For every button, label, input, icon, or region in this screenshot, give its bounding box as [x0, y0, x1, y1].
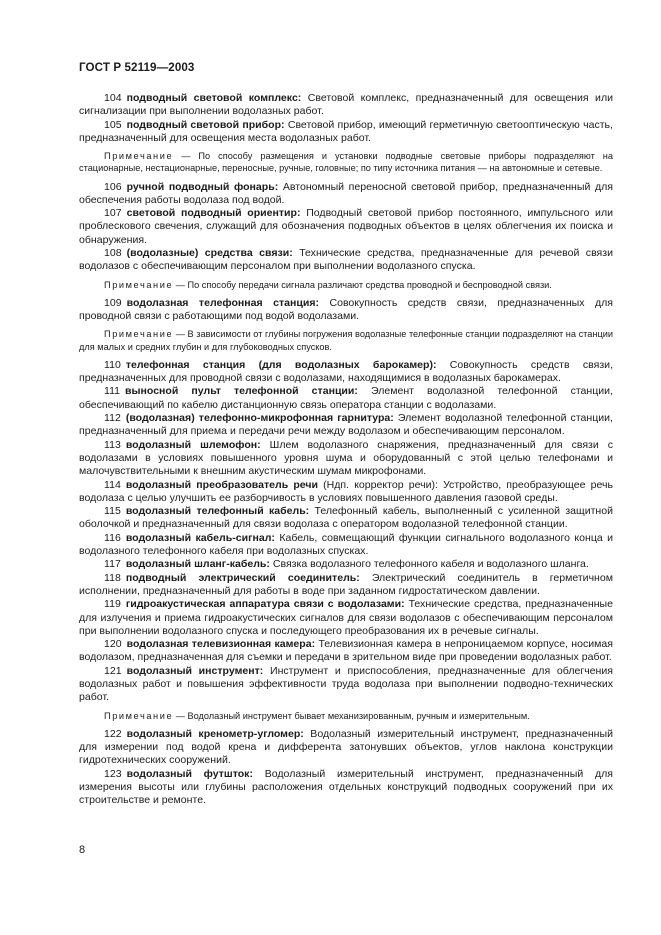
- entry-definition: Телефонный кабель, выполненный с усиленной защитной оболочкой и предназначенный для связи водолаза с оператором водолазной телефонной станции.: [79, 505, 614, 531]
- entry-number: 105: [104, 118, 122, 131]
- entry-definition: Водолазный измерительный инструмент, предназначенный для измерении под водой крена и дифферента затонувших объектов, углов наклона конструкции гидротехнических сооружений.: [79, 727, 613, 767]
- entry-definition: Автономный переносной световой прибор, предназначенный для обеспечения работы водолаза под водой.: [79, 180, 613, 206]
- entry-number: 108: [104, 247, 122, 260]
- entry-definition: Подводный световой прибор постоянного, импульсного или проблескового свечения, служащий для обозначения подводных объектов в целях облегчения их поиска и обнаружения.: [79, 207, 613, 246]
- entry-term: (водолазная) телефонно-микрофонная гарнитура:: [125, 412, 394, 425]
- term-entry: [79, 92, 613, 119]
- entry-number: 112: [104, 412, 121, 425]
- entry-term: подводный световой комплекс:: [126, 92, 302, 104]
- entry-definition: Элемент водолазной телефонной станции, предназначенный для приема и передачи речи между водолазом и обеспечивающим персоналом.: [79, 412, 613, 438]
- note-label: Примечание: [104, 710, 174, 721]
- entry-term: водолазный шлемофон:: [125, 438, 261, 451]
- entry-number: 113: [104, 438, 121, 451]
- term-entry: [79, 638, 613, 665]
- note-label: Примечание: [104, 151, 174, 162]
- term-entry: [79, 572, 613, 599]
- term-entry: [79, 532, 613, 559]
- note-label: Примечание: [104, 329, 174, 340]
- entry-definition: Инструмент и приспособления, предназначенные для облегчения водолазных работ и повышения эффективности труда водолаза при выполнении подводно-технических работ.: [79, 664, 613, 704]
- entry-number: 109: [104, 296, 122, 309]
- term-entry: [79, 558, 613, 571]
- entry-number: 104: [104, 92, 122, 104]
- entry-term: водолазный кабель-сигнал:: [125, 531, 275, 544]
- term-entry: [79, 207, 613, 247]
- term-entry: [79, 412, 613, 439]
- entry-definition: Телевизионная камера в непроницаемом корпусе, носимая водолазом, предназначенная для съемки и передачи в зрительном виде при проведении водолазных работ.: [79, 638, 613, 664]
- entry-term: водолазная телефонная станция:: [126, 296, 320, 309]
- entry-definition: Кабель, совмещающий функции сигнального водолазного конца и водолазного телефонного кабеля при водолазных спусках.: [79, 531, 613, 558]
- entry-number: 121: [104, 664, 122, 677]
- note: [79, 710, 613, 722]
- term-entry: [79, 479, 613, 506]
- entry-definition: Совокупность средств связи, предназначенных для проводной связи с водолазами, находящимися в водолазных барокамерах.: [79, 358, 613, 385]
- entry-term: световой подводный ориентир:: [126, 207, 301, 220]
- entry-term: выносной пульт телефонной станции:: [125, 385, 358, 398]
- entry-term: телефонная станция (для водолазных барокамер):: [125, 358, 437, 371]
- term-entry: [79, 768, 613, 808]
- entry-definition: Световой комплекс, предназначенный для освещения или сигнализации при выполнении водолазных работ.: [79, 92, 613, 118]
- entry-number: 118: [104, 571, 121, 584]
- term-entry: [79, 505, 613, 532]
- entry-term: (водолазные) средства связи:: [126, 247, 293, 260]
- note: [79, 279, 613, 291]
- note-text: — В зависимости от глубины погружения водолазные телефонные станции подразделяют на станции для малых и средних глубин и для глубоководных спусков.: [79, 329, 613, 352]
- term-entry: [79, 385, 613, 412]
- term-entry: [79, 297, 613, 324]
- entry-term: водолазный телефонный кабель:: [125, 505, 310, 518]
- entry-number: 122: [104, 727, 122, 740]
- entry-number: 116: [104, 531, 121, 544]
- term-entry: [79, 665, 613, 705]
- note-text: — По способу размещения и установки подводные световые приборы подразделяют на стационарные, нестационарные, переносные, ручные, головные; по типу источника питания — на автономные и сетевые.: [79, 151, 613, 174]
- entry-term: водолазный преобразователь речи: [125, 478, 318, 491]
- entry-term: водолазный инструмент:: [126, 664, 264, 677]
- entry-term: водолазный кренометр-угломер:: [126, 727, 304, 740]
- entry-number: 107: [104, 207, 122, 220]
- entry-definition: Шлем водолазного снаряжения, предназначенный для связи с водолазами в условиях повышенного уровня шума и оборудованный с этой целью телефонами и малочувствительными к внешним акустическим шумам микрофонами.: [79, 438, 613, 478]
- entry-number: 114: [104, 478, 121, 491]
- note: [79, 328, 613, 352]
- entry-definition: Элемент водолазной телефонной станции, обеспечивающий по кабелю дистанционную связь оператора станции с водолазами.: [79, 385, 614, 411]
- entry-number: 120: [104, 638, 122, 651]
- entry-number: 119: [104, 598, 121, 611]
- entry-number: 111: [104, 385, 121, 398]
- entry-term: подводный электрический соединитель:: [125, 571, 360, 584]
- entry-number: 106: [104, 180, 122, 193]
- term-entry: [79, 439, 613, 479]
- document-header: ГОСТ Р 52119—2003: [79, 61, 195, 74]
- term-entry: [79, 359, 613, 386]
- entry-term: водолазная телевизионная камера:: [126, 638, 316, 651]
- entry-definition: Совокупность средств связи, предназначенных для проводной связи с работающими под водой водолазами.: [79, 296, 613, 323]
- entry-definition: Световой прибор, имеющий герметичную светооптическую часть, предназначенный для освещения места водолазных работ.: [79, 118, 613, 144]
- entry-definition: Связка водолазного телефонного кабеля и водолазного шланга.: [272, 558, 589, 571]
- term-entry: [79, 119, 613, 146]
- term-entry: [79, 598, 613, 638]
- entry-term: водолазный шланг-кабель:: [125, 558, 270, 571]
- entry-term: подводный световой прибор:: [126, 118, 285, 131]
- entry-definition: Электрический соединитель в герметичном исполнении, предназначенный для работы в воде при заданном гидростатическом давлении.: [79, 571, 613, 597]
- entry-number: 123: [104, 767, 122, 780]
- page-number: 8: [79, 844, 86, 856]
- note-text: — Водолазный инструмент бывает механизированным, ручным и измерительным.: [175, 710, 530, 721]
- term-entry: [79, 247, 613, 274]
- entry-term: гидроакустическая аппаратура связи с водолазами:: [125, 598, 405, 611]
- entry-term: водолазный футшток:: [126, 767, 253, 780]
- entry-number: 110: [104, 358, 121, 371]
- note: [79, 150, 613, 174]
- document-body: [79, 92, 613, 808]
- entry-term: ручной подводный фонарь:: [126, 180, 279, 193]
- term-entry: [79, 181, 613, 208]
- note-text: — По способу передачи сигнала различают средства проводной и беспроводной связи.: [175, 279, 552, 290]
- term-entry: [79, 728, 613, 768]
- entry-number: 115: [104, 505, 121, 518]
- note-label: Примечание: [104, 279, 174, 290]
- entry-definition: Технические средства, предназначенные для излучения и приема гидроакустических сигналов для связи водолазов с обеспечивающим персоналом при выполнении водолазного спуска и последующего преобразования их в речевые сигналы.: [79, 598, 613, 637]
- entry-definition: Технические средства, предназначенные для речевой связи водолазов с обеспечивающим персоналом при выполнении водолазного спуска.: [79, 247, 614, 273]
- entry-definition: (Ндп. корректор речи): Устройство, преобразующее речь водолаза с целью улучшить ее разборчивость в условиях повышенного давления газовой среды.: [79, 478, 613, 504]
- entry-number: 117: [104, 558, 121, 571]
- entry-definition: Водолазный измерительный инструмент, предназначенный для измерения высоты или глубины расположения отдельных конструкций подводных сооружений при их строительстве и ремонте.: [79, 767, 613, 807]
